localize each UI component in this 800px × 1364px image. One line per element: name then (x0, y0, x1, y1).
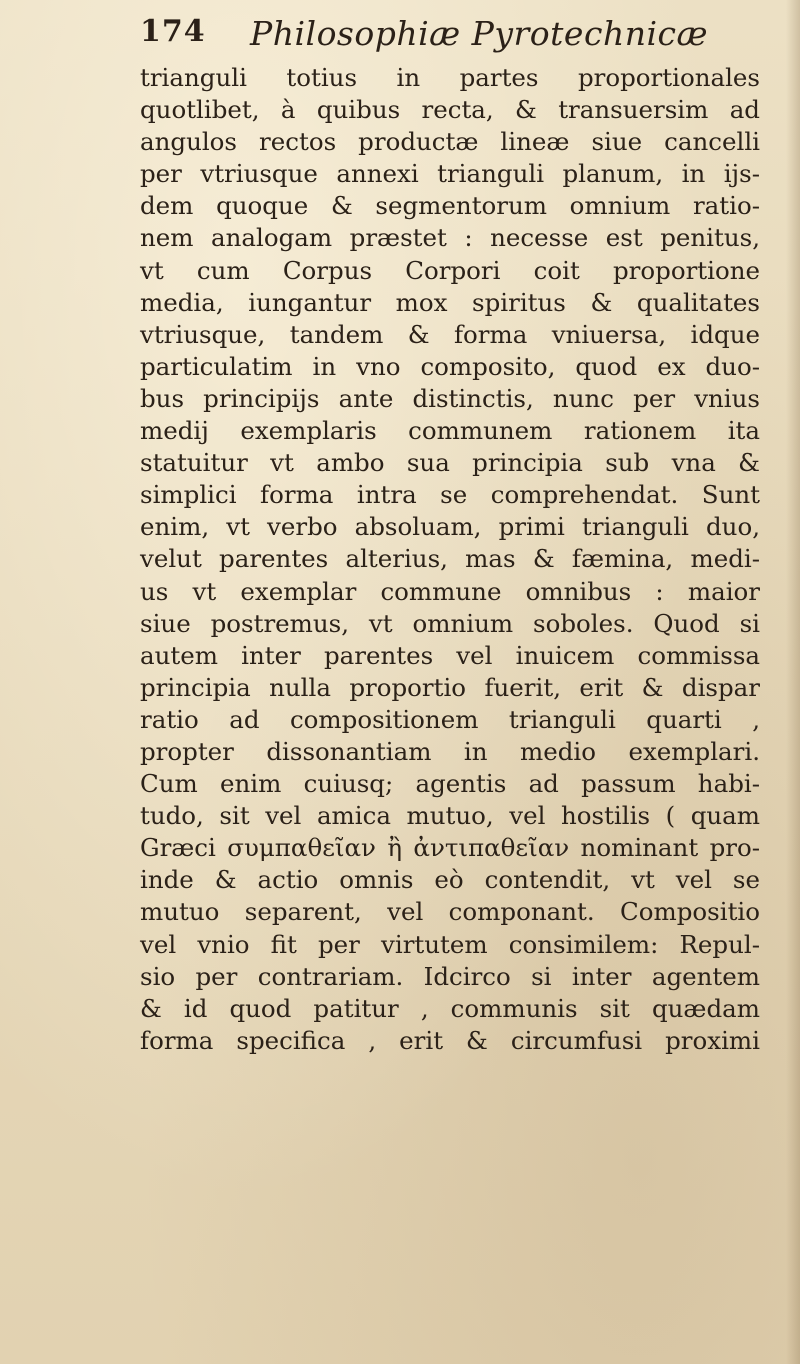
text-line: Cum enim cuiusq; agentis ad passum habi- (140, 769, 760, 799)
text-line: vt cum Corpus Corpori coit proportione (140, 255, 760, 285)
text-line: velut parentes alterius, mas & fæmina, medi- (140, 544, 760, 574)
text-line: media, iungantur mox spiritus & qualitates (140, 287, 760, 317)
body-text (140, 62, 760, 1057)
text-line: tudo, sit vel amica mutuo, vel hostilis ( quam (140, 801, 760, 831)
text-line: simplici forma intra se comprehendat. Sunt (140, 480, 760, 510)
text-line: propter dissonantiam in medio exemplari. (140, 736, 760, 766)
text-line: nem analogam præstet : necesse est penitus, (140, 223, 760, 253)
text-line: mutuo separent, vel componant. Compositio (140, 897, 760, 927)
text-line: dem quoque & segmentorum omnium ratio- (140, 191, 760, 221)
text-line: forma specifica , erit & circumfusi proximi (140, 1025, 760, 1055)
text-line: us vt exemplar commune omnibus : maior (140, 576, 760, 606)
text-line: bus principijs ante distinctis, nunc per vnius (140, 383, 760, 413)
text-line: trianguli totius in partes proportionales (140, 63, 760, 92)
text-line: siue postremus, vt omnium soboles. Quod si (140, 608, 760, 638)
text-line: vtriusque, tandem & forma vniuersa, idque (140, 319, 760, 349)
text-line: enim, vt verbo absoluam, primi trianguli duo, (140, 512, 760, 542)
text-line: per vtriusque annexi trianguli planum, in ijs- (140, 159, 760, 189)
page-number: 174 (140, 14, 206, 49)
text-line: vel vnio fit per virtutem consimilem: Repul- (140, 929, 760, 959)
text-line: medij exemplaris communem rationem ita (140, 416, 760, 446)
text-line: & id quod patitur , communis sit quædam (140, 993, 760, 1023)
text-line: statuitur vt ambo sua principia sub vna & (140, 448, 760, 478)
text-line: sio per contrariam. Idcirco si inter agentem (140, 961, 760, 991)
text-line: ratio ad compositionem trianguli quarti , (140, 704, 760, 734)
running-title: Philosophiæ Pyrotechnicæ (250, 14, 708, 53)
page-header (140, 14, 760, 60)
text-line: principia nulla proportio fuerit, erit & dispar (140, 672, 760, 702)
text-line: particulatim in vno composito, quod ex duo- (140, 351, 760, 381)
text-line: quotlibet, à quibus recta, & transuersim ad (140, 95, 760, 125)
text-line: angulos rectos productæ lineæ siue cancelli (140, 127, 760, 157)
text-line: autem inter parentes vel inuicem commissa (140, 640, 760, 670)
text-line: Græci συμπαθεῖαν ἢ ἀντιπαθεῖαν nominant pro- (140, 833, 760, 863)
text-line: inde & actio omnis eò contendit, vt vel se (140, 865, 760, 895)
